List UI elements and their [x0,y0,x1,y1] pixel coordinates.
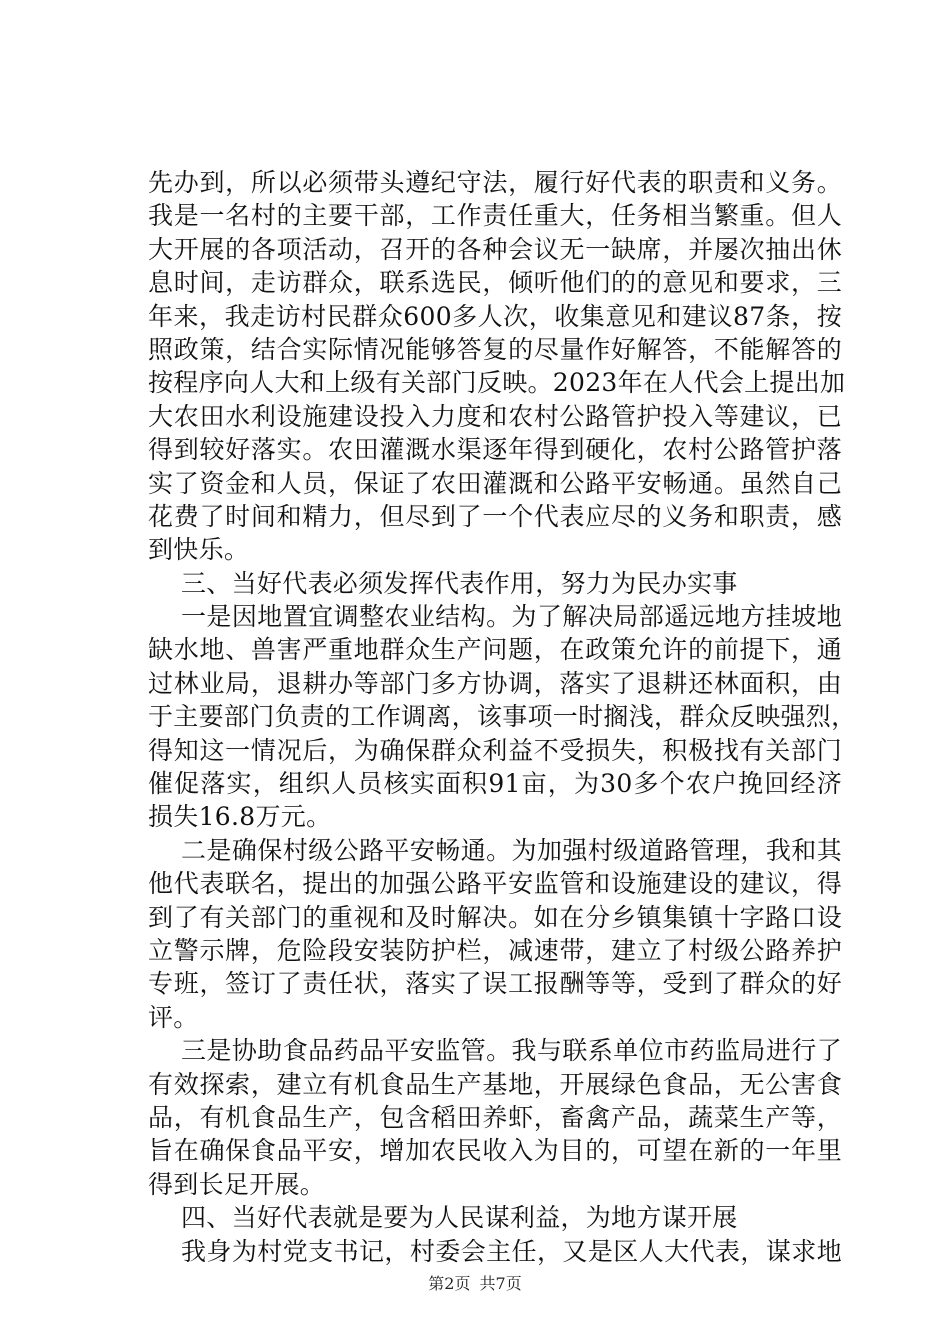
text-line: 我身为村党支书记，村委会主任，又是区人大代表，谋求地 [181,1236,842,1266]
text-line: 专班，签订了责任状，落实了误工报酬等等，受到了群众的好 [148,969,842,999]
text-line: 按程序向人大和上级有关部门反映。2023年在人代会上提出加 [148,368,846,398]
text-line: 大农田水利设施建设投入力度和农村公路管护投入等建议，已 [148,401,842,431]
text-line: 大开展的各项活动，召开的各种会议无一缺席，并屡次抽出休 [148,234,842,264]
text-line: 立警示牌，危险段安装防护栏，减速带，建立了村级公路养护 [148,935,842,965]
text-line: 三、当好代表必须发挥代表作用，努力为民办实事 [181,568,738,598]
text-line: 年来，我走访村民群众600多人次，收集意见和建议87条，按 [148,301,842,331]
text-line: 催促落实，组织人员核实面积91亩，为30多个农户挽回经济 [148,769,842,799]
page-footer [0,1271,950,1294]
text-line: 一是因地置宜调整农业结构。为了解决局部遥远地方挂坡地 [181,602,842,632]
text-line: 二是确保村级公路平安畅通。为加强村级道路管理，我和其 [181,835,842,865]
text-line: 有效探索，建立有机食品生产基地，开展绿色食品，无公害食 [148,1069,842,1099]
text-line: 损失16.8万元。 [148,802,332,832]
text-line: 花费了时间和精力，但尽到了一个代表应尽的义务和职责，感 [148,501,842,531]
text-line: 到了有关部门的重视和及时解决。如在分乡镇集镇十字路口设 [148,902,842,932]
text-line: 三是协助食品药品平安监管。我与联系单位市药监局进行了 [181,1036,842,1066]
text-line: 到快乐。 [148,535,250,565]
text-line: 我是一名村的主要干部，工作责任重大，任务相当繁重。但人 [148,201,842,231]
text-line: 得到长足开展。 [148,1169,326,1199]
text-line: 旨在确保食品平安，增加农民收入为目的，可望在新的一年里 [148,1136,842,1166]
text-line: 实了资金和人员，保证了农田灌溉和公路平安畅通。虽然自己 [148,468,842,498]
text-line: 评。 [148,1002,199,1032]
page-number: 第2页 [428,1274,471,1293]
text-line: 得知这一情况后，为确保群众利益不受损失，积极找有关部门 [148,735,842,765]
text-line: 先办到，所以必须带头遵纪守法，履行好代表的职责和义务。 [148,168,842,197]
text-line: 过林业局，退耕办等部门多方协调，落实了退耕还林面积，由 [148,668,842,698]
text-line: 息时间，走访群众，联系选民，倾听他们的的意见和要求，三 [148,268,842,298]
text-line: 照政策，结合实际情况能够答复的尽量作好解答，不能解答的 [148,334,842,364]
text-line: 品，有机食品生产，包含稻田养虾，畜禽产品，蔬菜生产等， [148,1102,842,1132]
document-body [148,166,857,1268]
text-line: 于主要部门负责的工作调离，该事项一时搁浅，群众反映强烈， [148,702,857,732]
text-line: 四、当好代表就是要为人民谋利益，为地方谋开展 [181,1203,738,1233]
text-line: 得到较好落实。农田灌溉水渠逐年得到硬化，农村公路管护落 [148,435,842,465]
text-line: 他代表联名，提出的加强公路平安监管和设施建设的建议，得 [148,869,842,899]
text-line: 缺水地、兽害严重地群众生产问题，在政策允许的前提下，通 [148,635,842,665]
page-total: 共7页 [479,1274,522,1293]
